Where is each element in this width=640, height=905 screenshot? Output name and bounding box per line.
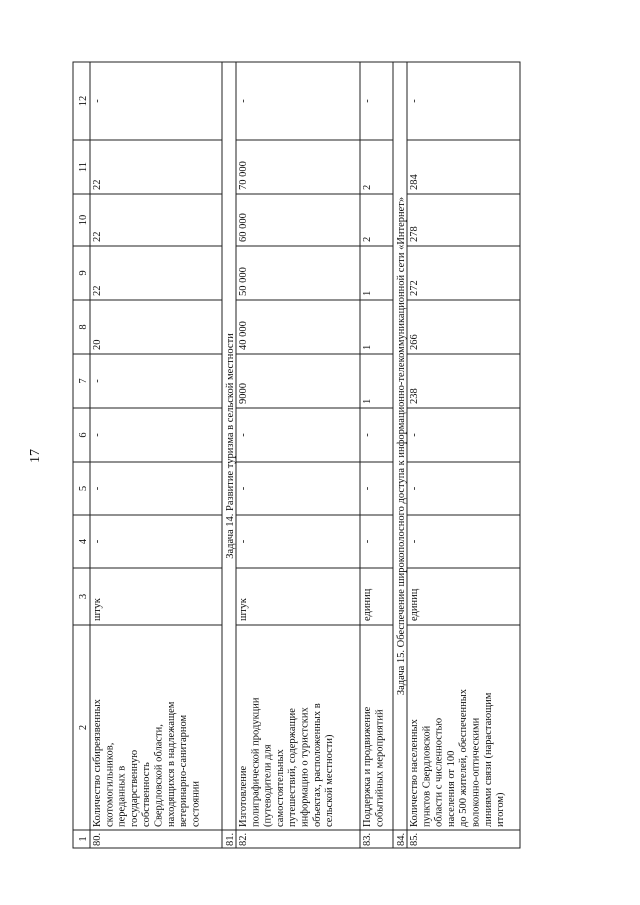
description-line: Поддержка и продвижение [362,706,373,827]
value-cell-col-7: 9000 [238,383,249,404]
description-line: событийных мероприятий [374,709,386,827]
value-cell-col-8: 1 [362,344,373,350]
value-cell-col-4: - [409,539,420,544]
value-cell-col-12: - [92,99,103,103]
value-cell-col-6: - [362,433,373,437]
header-cell-12: 12 [78,95,89,107]
description-line: путешествий, содержащие [287,708,299,827]
value-cell-col-5: - [362,486,373,491]
value-cell-col-12: - [362,99,373,103]
header-cell-10: 10 [78,214,89,226]
value-cell-col-8: 20 [92,339,103,350]
description-line: волоконно-оптическими [470,717,482,827]
description-line: до 500 жителей, обеспеченных [458,688,470,827]
header-cell-11: 11 [78,161,89,173]
description-line: Количество сибиреязвенных [92,699,103,827]
description-line: линиями связи (нарастающим [482,692,494,827]
value-cell-col-5: - [92,486,103,491]
header-cell-6: 6 [78,432,89,438]
description-line: Количество населенных [409,719,420,827]
section-row-number: 84. [396,832,407,846]
value-cell-col-6: - [238,433,249,437]
value-cell-col-11: 2 [362,184,373,190]
header-cell-2: 2 [78,724,89,731]
page-number: 17 [28,449,43,463]
description-line: (путеводители для [262,744,274,827]
header-cell-9: 9 [78,270,89,276]
unit-cell: единиц [409,588,420,621]
header-cell-4: 4 [78,538,89,545]
value-cell-col-12: - [238,99,249,103]
data-row-number: 85. [409,832,420,846]
header-cell-8: 8 [78,324,89,330]
section-row-number: 81. [225,832,236,846]
data-row-number: 82. [238,832,249,846]
description-line: пунктов Свердловской [421,725,433,827]
description-line: полиграфической продукции [250,697,262,827]
description-line: собственность [141,762,153,827]
description-line: государственную [128,749,140,827]
value-cell-col-11: 284 [409,174,420,190]
value-cell-col-7: - [92,379,103,383]
description-line: ветеринарно-санитарном [178,714,190,827]
section-title: Задача 15. Обеспечение широкополосного доступа к информационно-телекоммуникационной сети «Интернет» [396,196,407,696]
value-cell-col-10: 22 [92,231,103,242]
value-cell-col-5: - [238,486,249,491]
description-line: Свердловской области, [153,724,165,827]
value-cell-col-11: 22 [92,179,103,190]
description-line: итогом) [495,792,507,827]
value-cell-col-9: 50 000 [238,267,249,296]
data-row-number: 80. [92,832,103,846]
value-cell-col-8: 40 000 [238,321,249,350]
data-row-number: 83. [362,832,373,846]
value-cell-col-7: 1 [362,398,373,404]
value-cell-col-10: 60 000 [238,213,249,242]
section-title: Задача 14. Развитие туризма в сельской местности [225,333,236,559]
value-cell-col-4: - [92,539,103,544]
value-cell-col-12: - [409,99,420,103]
header-cell-7: 7 [78,378,89,384]
description-line: скотомогильников, [104,742,116,827]
value-cell-col-9: 1 [362,290,373,296]
value-cell-col-6: - [409,433,420,437]
header-cell-5: 5 [78,485,89,492]
value-cell-col-5: - [409,486,420,491]
value-cell-col-9: 22 [92,285,103,296]
description-line: объектах, расположенных в [311,703,323,827]
value-cell-col-4: - [238,539,249,544]
description-line: сельской местности) [324,734,336,827]
value-cell-col-11: 70 000 [238,161,249,190]
description-line: состоянии [190,780,202,827]
value-cell-col-10: 278 [409,226,420,242]
value-cell-col-6: - [92,433,103,437]
description-line: переданных в [116,765,128,827]
description-line: информацию о туристских [299,707,311,827]
unit-cell: единиц [362,588,373,621]
description-line: области с численностью [433,717,445,827]
value-cell-col-4: - [362,539,373,544]
description-line: Изготовление [238,765,249,827]
value-cell-col-8: 266 [409,334,420,350]
description-line: находящихся в надлежащем [165,701,177,827]
description-line: самостоятельных [274,749,286,827]
unit-cell: штук [92,598,103,621]
description-line: населения от 100 [445,750,457,827]
value-cell-col-7: 238 [409,388,420,404]
header-cell-3: 3 [78,593,89,600]
value-cell-col-9: 272 [409,280,420,296]
header-cell-1: 1 [78,836,89,842]
value-cell-col-10: 2 [362,236,373,242]
unit-cell: штук [238,598,249,621]
